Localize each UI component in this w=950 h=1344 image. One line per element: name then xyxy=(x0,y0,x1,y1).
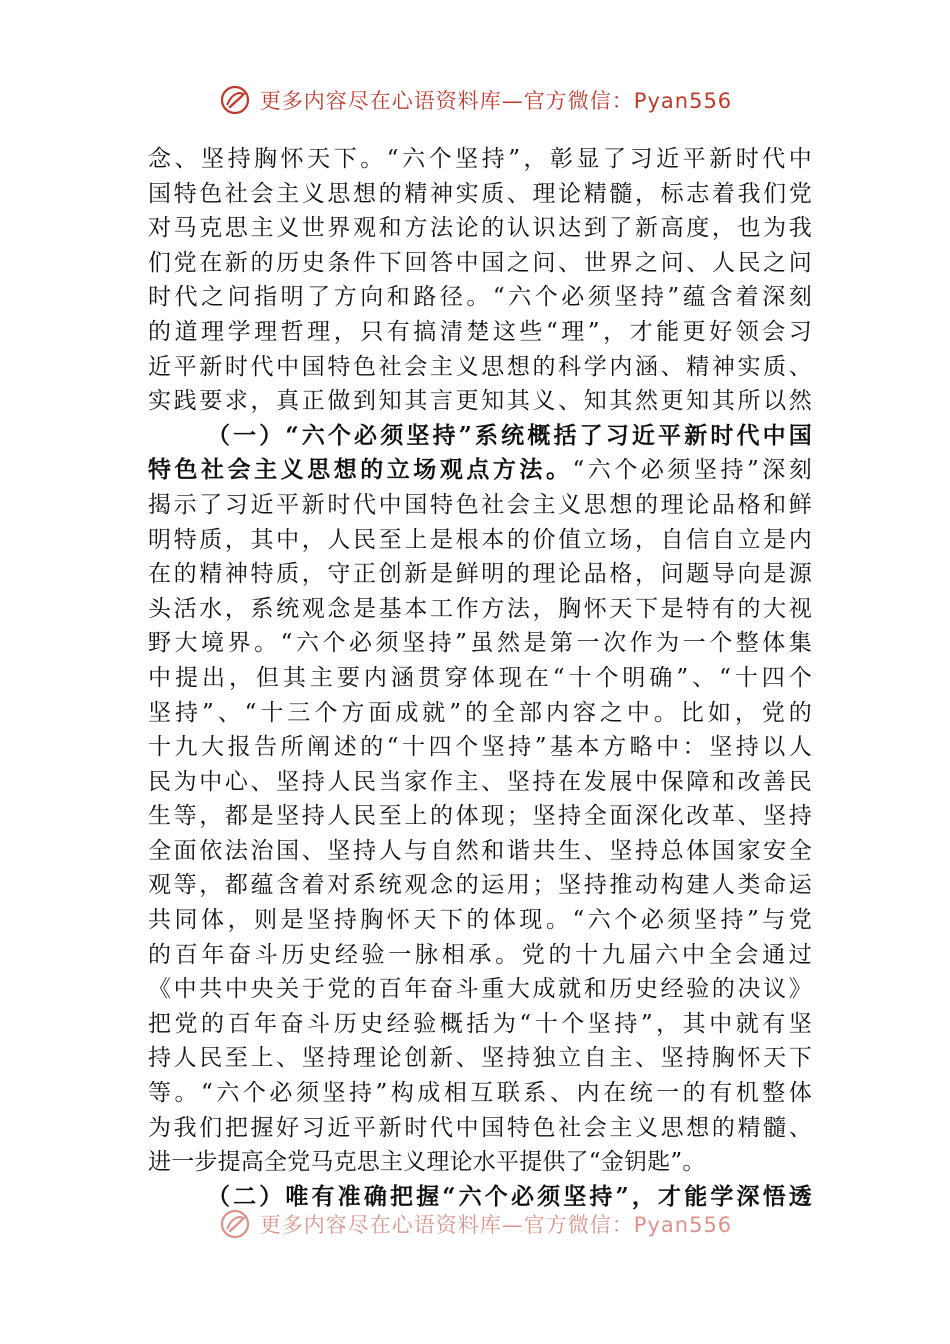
text-line: 时代之问指明了方向和路径。“六个必须坚持”蕴含着深刻 xyxy=(148,284,812,311)
text-line: 全面依法治国、坚持人与自然和谐共生、坚持总体国家安全 xyxy=(148,837,812,864)
text-line: 中提出，但其主要内涵贯穿体现在“十个明确”、“十四个 xyxy=(148,664,812,691)
text-line: 国特色社会主义思想的精神实质、理论精髓，标志着我们党 xyxy=(148,180,812,207)
text-line: 等。“六个必须坚持”构成相互联系、内在统一的有机整体 xyxy=(148,1080,812,1107)
section-one-heading-text: （一）“六个必须坚持”系统概括了习近平新时代中国 xyxy=(204,421,812,449)
text-line: 《中共中央关于党的百年奋斗重大成就和历史经验的决议》 xyxy=(148,976,812,1003)
text-line: 生等，都是坚持人民至上的体现；坚持全面深化改革、坚持 xyxy=(148,803,812,830)
text-line: 野大境界。“六个必须坚持”虽然是第一次作为一个整体集 xyxy=(148,630,812,657)
text-line: 念、坚持胸怀天下。“六个坚持”，彰显了习近平新时代中 xyxy=(148,146,812,172)
pen-swirl-logo-icon xyxy=(218,1207,252,1241)
watermark-text: 更多内容尽在心语资料库—官方微信：Pyan556 xyxy=(259,89,733,113)
text-line: 头活水，系统观念是基本工作方法，胸怀天下是特有的大视 xyxy=(148,595,812,622)
text-line: 持人民至上、坚持理论创新、坚持独立自主、坚持胸怀天下 xyxy=(148,1045,812,1072)
text-line: 进一步提高全党马克思主义理论水平提供了“金钥匙”。 xyxy=(148,1149,706,1176)
text-line: 把党的百年奋斗历史经验概括为“十个坚持”，其中就有坚 xyxy=(148,1010,812,1037)
section-one-heading xyxy=(148,419,812,454)
text-line: 在的精神特质，守正创新是鲜明的理论品格，问题导向是源 xyxy=(148,561,812,588)
pen-swirl-logo-icon xyxy=(218,83,252,117)
document-body xyxy=(148,142,812,1214)
paragraph-intro xyxy=(148,142,812,419)
text-line: 近平新时代中国特色社会主义思想的科学内涵、精神实质、 xyxy=(148,353,812,380)
header-watermark xyxy=(0,80,950,120)
text-line: 坚持”、“十三个方面成就”的全部内容之中。比如，党的 xyxy=(148,699,812,726)
section-two-heading-text: （二）唯有准确把握“六个必须坚持”，才能学深悟透 xyxy=(204,1182,812,1210)
text-line xyxy=(148,453,812,488)
text-line: 的道理学理哲理，只有搞清楚这些“理”，才能更好领会习 xyxy=(148,318,812,345)
text-line: 民为中心、坚持人民当家作主、坚持在发展中保障和改善民 xyxy=(148,768,812,795)
section-one-heading-cont: 特色社会主义思想的立场观点方法。 xyxy=(148,456,573,484)
footer-watermark xyxy=(0,1204,950,1244)
text-line: 共同体，则是坚持胸怀天下的体现。“六个必须坚持”与党 xyxy=(148,907,812,934)
section-one-line-rest: “六个必须坚持”深刻 xyxy=(572,457,812,484)
text-line: 揭示了习近平新时代中国特色社会主义思想的理论品格和鲜 xyxy=(148,491,812,518)
text-line: 们党在新的历史条件下回答中国之问、世界之问、人民之问 xyxy=(148,249,812,276)
text-line: 十九大报告所阐述的“十四个坚持”基本方略中：坚持以人 xyxy=(148,734,812,761)
text-line: 的百年奋斗历史经验一脉相承。党的十九届六中全会通过 xyxy=(148,941,812,968)
text-line: 观等，都蕴含着对系统观念的运用；坚持推动构建人类命运 xyxy=(148,872,812,899)
watermark-text: 更多内容尽在心语资料库—官方微信：Pyan556 xyxy=(259,1213,733,1237)
text-line: 对马克思主义世界观和方法论的认识达到了新高度，也为我 xyxy=(148,215,812,242)
text-line: 明特质，其中，人民至上是根本的价值立场，自信自立是内 xyxy=(148,526,812,553)
text-line: 实践要求，真正做到知其言更知其义、知其然更知其所以然 xyxy=(148,388,812,415)
text-line: 为我们把握好习近平新时代中国特色社会主义思想的精髓、 xyxy=(148,1114,812,1141)
section-one xyxy=(148,419,812,1180)
